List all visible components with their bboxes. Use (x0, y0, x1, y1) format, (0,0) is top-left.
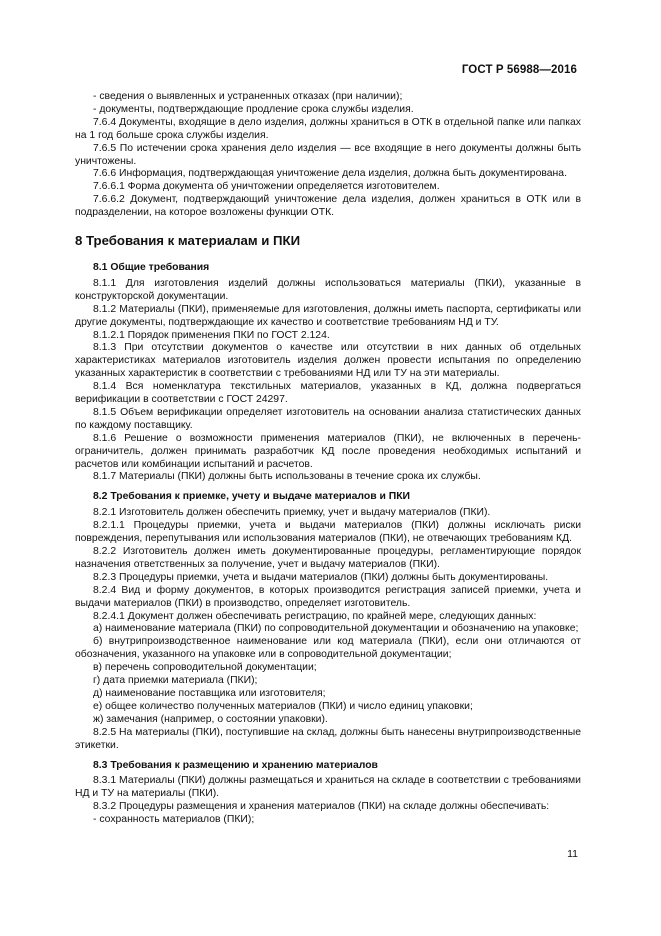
paragraph: 8.2.3 Процедуры приемки, учета и выдачи материалов (ПКИ) должны быть документированы. (93, 571, 549, 583)
document-header: ГОСТ Р 56988—2016 (461, 64, 577, 76)
paragraph: 8.3.1 Материалы (ПКИ) должны размещаться и храниться на складе в соответствии с требованиями НД и ТУ на материалы (ПКИ). (75, 775, 581, 800)
paragraph: - сведения о выявленных и устраненных отказах (при наличии); (93, 91, 403, 102)
paragraph: 8.1.1 Для изготовления изделий должны использоваться материалы (ПКИ), указанные в конструкторской документации. (75, 277, 581, 302)
list-item: г) дата приемки материала (ПКИ); (93, 675, 258, 687)
paragraph: 7.6.6 Информация, подтверждающая уничтожение дела изделия, должна быть документирована. (93, 168, 567, 180)
list-item: в) перечень сопроводительной документации; (93, 662, 317, 674)
paragraph: 8.1.6 Решение о возможности применения материалов (ПКИ), не включенных в перечень-ограничитель, должен принимать разработчик КД после проведения необходимых испытаний и расчетов или комбинации испытаний и расчетов. (75, 432, 581, 470)
page-number: 11 (567, 848, 578, 860)
paragraph: 8.1.7 Материалы (ПКИ) должны быть использованы в течение срока их службы. (93, 471, 481, 483)
paragraph: 8.1.3 При отсутствии документов о качестве или отсутствии в них данных об отдельных характеристиках материалов изготовитель изделия должен провести испытания по определению указанных характеристик в соответствии с требованиями НД или ТУ на эти материалы. (75, 342, 581, 380)
document-body (75, 91, 581, 827)
list-item: б) внутрипроизводственное наименование или код материала (ПКИ), если они отличаются от обозначения, указанного на упаковке или в сопроводительной документации; (75, 636, 581, 661)
paragraph: 8.2.1 Изготовитель должен обеспечить приемку, учет и выдачу материалов (ПКИ). (93, 507, 491, 519)
paragraph: 8.1.2.1 Порядок применения ПКИ по ГОСТ 2.124. (93, 329, 330, 341)
paragraph: 8.3.2 Процедуры размещения и хранения материалов (ПКИ) на складе должны обеспечивать: (93, 801, 550, 813)
paragraph: 8.1.2 Материалы (ПКИ), применяемые для изготовления, должны иметь паспорта, сертификаты или другие документы, подтверждающие их качество и соответствие требованиям НД и ТУ. (75, 303, 581, 328)
paragraph: 8.2.2 Изготовитель должен иметь документированные процедуры, регламентирующие порядок назначения ответственных за получение, учет и выдачу материалов (ПКИ). (75, 546, 581, 570)
subsection-heading: 8.3 Требования к размещению и хранению материалов (93, 759, 378, 771)
paragraph: 8.1.4 Вся номенклатура текстильных материалов, указанных в КД, должна подвергаться верификации в соответствии с ГОСТ 24297. (75, 381, 581, 406)
paragraph: - документы, подтверждающие продление срока службы изделия. (93, 103, 414, 115)
list-item: - сохранность материалов (ПКИ); (93, 814, 255, 826)
subsection-heading: 8.2 Требования к приемке, учету и выдаче материалов и ПКИ (93, 491, 411, 503)
paragraph: 8.2.5 На материалы (ПКИ), поступившие на склад, должны быть нанесены внутрипроизводственные этикетки. (75, 726, 581, 751)
list-item: а) наименование материала (ПКИ) по сопроводительной документации и обозначению на упаковке; (93, 623, 579, 635)
list-item: ж) замечания (например, о состоянии упаковки). (93, 713, 328, 725)
subsection-heading: 8.1 Общие требования (93, 261, 210, 273)
list-item: д) наименование поставщика или изготовителя; (93, 687, 326, 699)
paragraph: 8.2.4 Вид и форму документов, в которых производится регистрация записей приемки, учета и выдачи материалов (ПКИ) в производство, определяет изготовитель. (75, 584, 581, 609)
paragraph: 8.2.4.1 Документ должен обеспечивать регистрацию, по крайней мере, следующих данных: (93, 610, 537, 622)
section-heading: 8 Требования к материалам и ПКИ (75, 233, 301, 249)
paragraph: 7.6.4 Документы, входящие в дело изделия, должны храниться в ОТК в отдельной папке или папках на 1 год больше срока службы изделия. (75, 116, 581, 141)
paragraph: 7.6.6.1 Форма документа об уничтожении определяется изготовителем. (93, 181, 440, 193)
paragraph: 8.2.1.1 Процедуры приемки, учета и выдачи материалов (ПКИ) должны исключать риски повреждения, перепутывания или использования материалов (ПКИ), не отвечающих требованиям КД. (75, 520, 581, 545)
paragraph: 7.6.6.2 Документ, подтверждающий уничтожение дела изделия, должен храниться в ОТК или в подразделении, на которое возложены функции ОТК. (75, 194, 581, 219)
paragraph: 8.1.5 Объем верификации определяет изготовитель на основании анализа статистических данных по каждому поставщику. (75, 406, 581, 431)
paragraph: 7.6.5 По истечении срока хранения дело изделия — все входящие в него документы должны быть уничтожены. (75, 142, 581, 167)
list-item: е) общее количество полученных материалов (ПКИ) и число единиц упаковки; (93, 700, 473, 712)
